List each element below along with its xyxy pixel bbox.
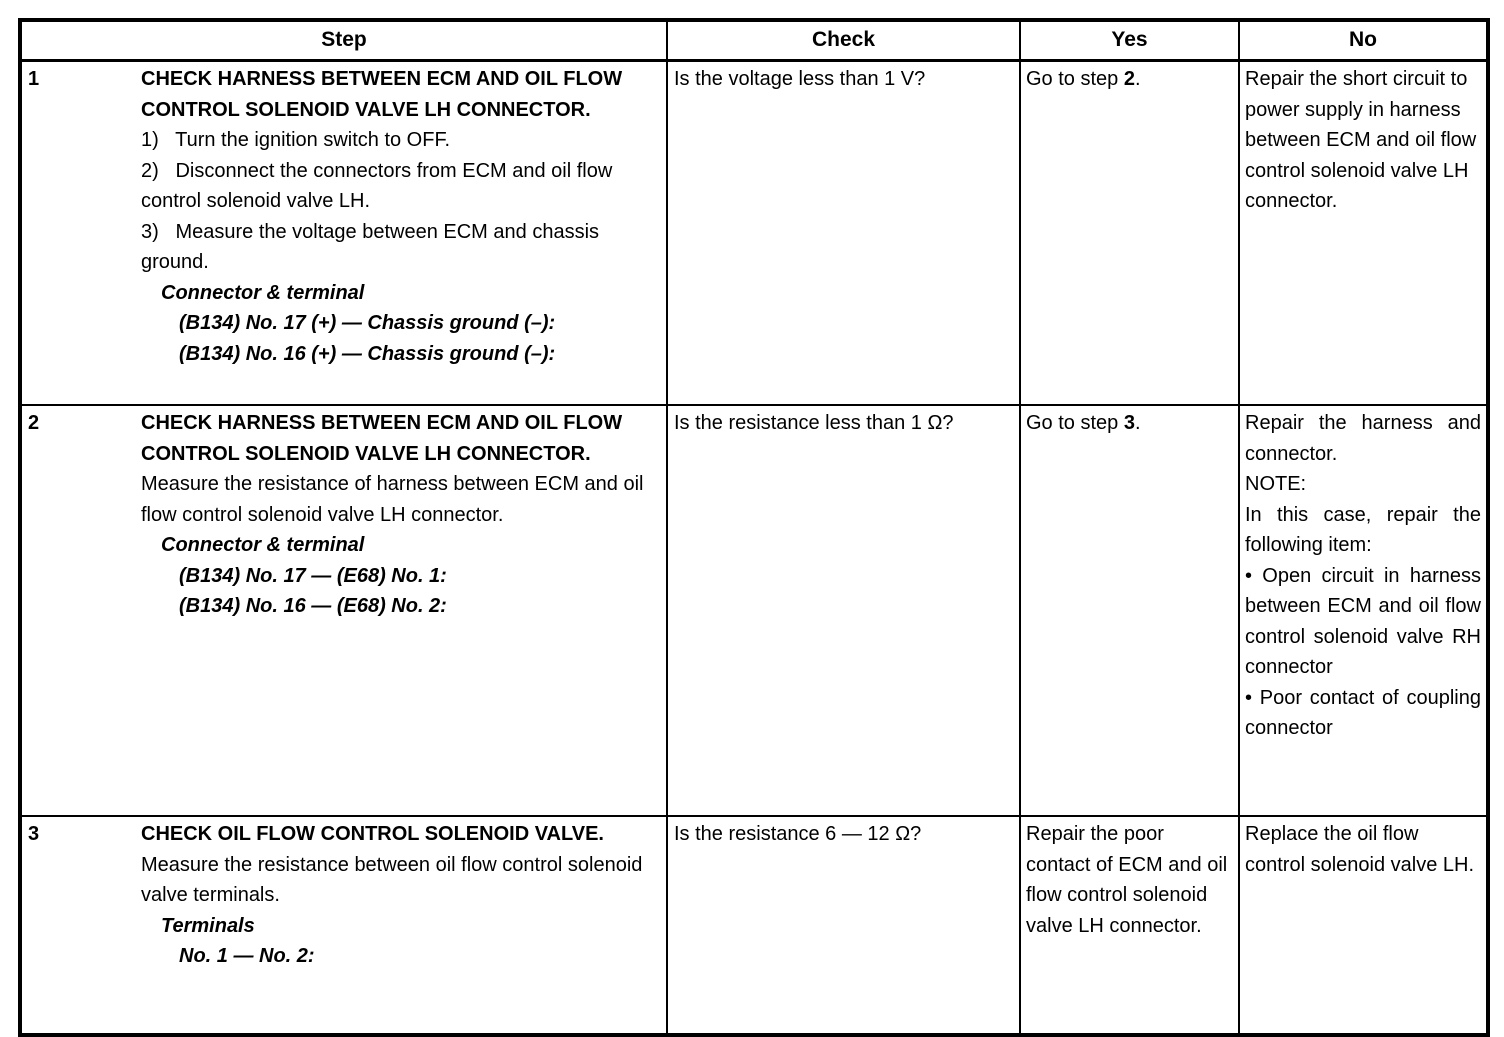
no-text: Repair the harness and connector. [1245,412,1481,465]
spec-line: (B134) No. 16 — (E68) No. 2: [179,595,447,617]
yes-cell [1020,405,1239,816]
spec-line: (B134) No. 17 (+) — Chassis ground (–): [179,312,556,334]
check-cell [667,405,1020,816]
yes-cell [1020,816,1239,1035]
no-cell [1239,816,1488,1035]
note-label: NOTE: [1245,473,1307,495]
diagnostic-table [18,18,1490,1037]
spec-label: Connector & terminal [161,534,365,556]
col-header-yes: Yes [1020,20,1239,61]
check-cell [667,61,1020,406]
step-instruction: Measure the resistance of harness between ECM and oil flow control solenoid valve LH connector. [141,473,644,526]
step-layout [22,62,666,369]
col-header-check: Check [667,20,1020,61]
table-row-step-2 [20,405,1488,816]
spec-label: Connector & terminal [161,281,365,304]
table-row-step-3 [20,816,1488,1035]
step-layout [22,817,666,972]
step-cell [20,61,667,406]
no-text: Repair the short circuit to power supply in harness between ECM and oil flow control solenoid valve LH connector. [1245,68,1477,212]
table-row-step-1 [20,61,1488,406]
yes-text [1026,64,1233,95]
note-text: In this case, repair the following item: [1245,503,1481,556]
table-header [20,20,1488,61]
step-instruction: 3) Measure the voltage between ECM and chassis ground. [141,220,600,273]
yes-step-ref: 2 [1123,68,1135,90]
step-title: CHECK HARNESS BETWEEN ECM AND OIL FLOW CONTROL SOLENOID VALVE LH CONNECTOR. [141,68,623,121]
yes-text-prefix: Go to step [1026,412,1124,434]
check-question: Is the resistance 6 — 12 Ω? [674,823,922,845]
step-cell [20,405,667,816]
check-cell [667,816,1020,1035]
note-bullet: • Open circuit in harness between ECM and oil flow control solenoid valve RH connector [1245,564,1481,678]
step-title: CHECK OIL FLOW CONTROL SOLENOID VALVE. [141,823,604,845]
step-instruction: 1) Turn the ignition switch to OFF. [141,129,451,151]
header-row [20,20,1488,61]
step-content [141,817,666,972]
yes-text [1026,819,1233,941]
step-instruction: Measure the resistance between oil flow control solenoid valve terminals. [141,853,643,906]
step-title: CHECK HARNESS BETWEEN ECM AND OIL FLOW CONTROL SOLENOID VALVE LH CONNECTOR. [141,412,623,465]
step-layout [22,406,666,622]
spec-line: No. 1 — No. 2: [179,945,315,967]
yes-text-prefix: Repair the poor contact of ECM and oil flow control solenoid valve LH connector. [1026,823,1228,937]
yes-text-prefix: Go to step [1026,68,1124,90]
spec-label: Terminals [161,914,255,937]
spec-line: (B134) No. 16 (+) — Chassis ground (–): [179,342,556,365]
yes-cell [1020,61,1239,406]
yes-step-ref: 3 [1123,412,1135,434]
step-number: 3 [28,823,40,845]
no-text: Replace the oil flow control solenoid valve LH. [1245,823,1475,876]
yes-text-suffix: . [1134,412,1141,434]
check-question: Is the resistance less than 1 Ω? [674,412,954,434]
yes-text [1026,408,1233,439]
col-header-no: No [1239,20,1488,61]
step-content [141,62,666,369]
check-question: Is the voltage less than 1 V? [674,68,926,90]
no-cell [1239,61,1488,406]
step-number: 2 [28,412,40,434]
table-body [20,61,1488,1036]
step-cell [20,816,667,1035]
no-cell [1239,405,1488,816]
note-bullet: • Poor contact of coupling connector [1245,686,1481,739]
yes-text-suffix: . [1134,68,1141,90]
step-content [141,406,666,622]
spec-line: (B134) No. 17 — (E68) No. 1: [179,564,447,587]
col-header-step: Step [20,20,667,61]
step-number: 1 [28,68,40,90]
step-instruction: 2) Disconnect the connectors from ECM and oil flow control solenoid valve LH. [141,159,613,212]
